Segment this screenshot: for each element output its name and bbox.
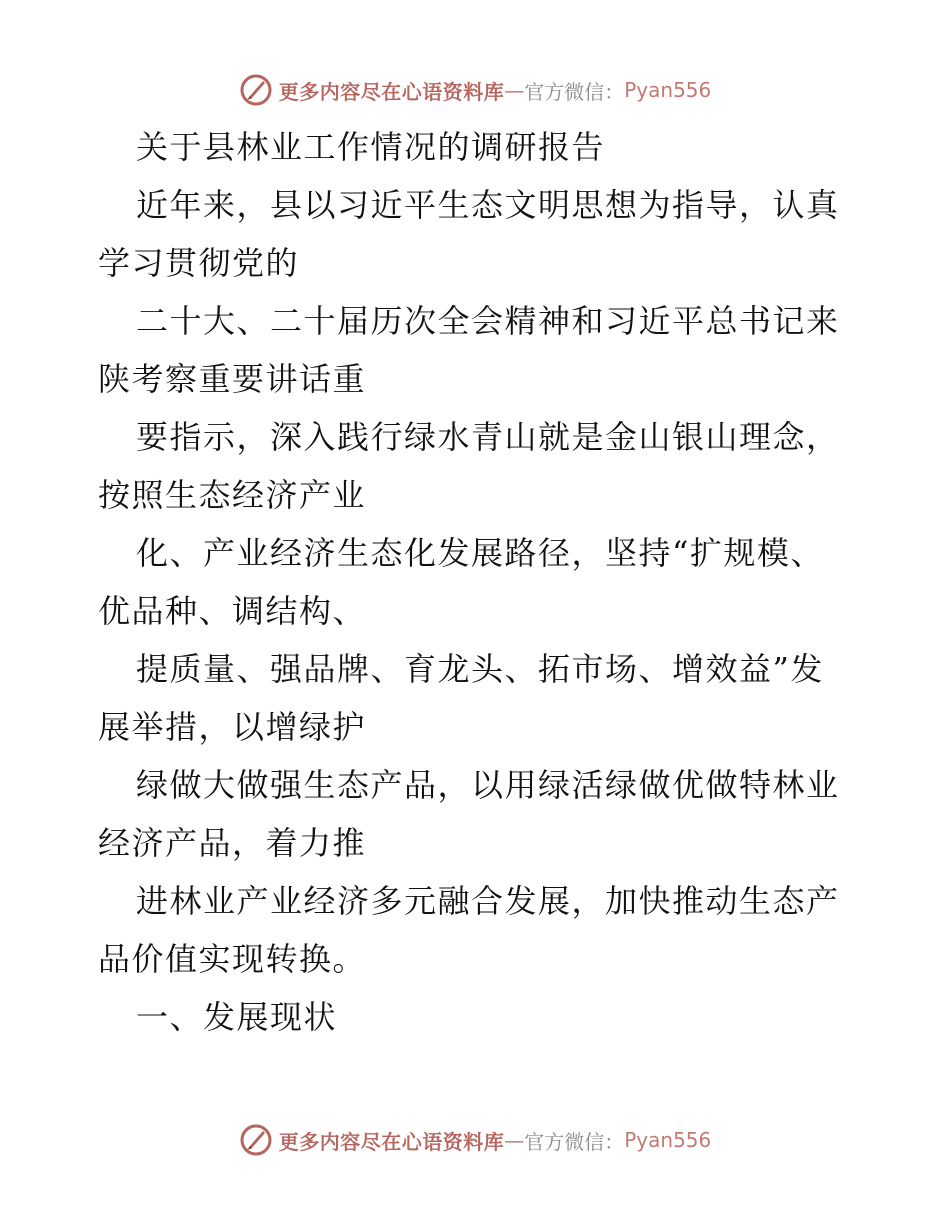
header-watermark [0, 70, 950, 110]
paragraph-line: 优品种、调结构、 [98, 592, 367, 630]
watermark-wechat-label: 官方微信： [524, 79, 625, 104]
paragraph-line: 要指示，深入践行绿水青山就是金山银山理念， [136, 418, 840, 456]
paragraph-line: 近年来，县以习近平生态文明思想为指导，认真 [136, 186, 840, 224]
document-body [98, 118, 858, 1046]
watermark-dash: — [504, 1128, 525, 1152]
quill-logo-icon [239, 73, 273, 107]
document-title: 关于县林业工作情况的调研报告 [136, 128, 606, 166]
paragraph-line: 绿做大做强生态产品，以用绿活绿做优做特林业 [136, 766, 840, 804]
quill-logo-icon [239, 1123, 273, 1157]
paragraph-line: 进林业产业经济多元融合发展，加快推动生态产 [136, 882, 840, 920]
watermark-text: 更多内容尽在心语资料库 [278, 79, 505, 104]
watermark-text: 更多内容尽在心语资料库 [278, 1129, 505, 1154]
section-heading: 一、发展现状 [136, 998, 338, 1036]
paragraph-line: 学习贯彻党的 [98, 244, 300, 282]
paragraph-line: 品价值实现转换。 [98, 940, 367, 978]
watermark-dash: — [504, 78, 525, 102]
paragraph-line: 陕考察重要讲话重 [98, 360, 367, 398]
paragraph-line: 二十大、二十届历次全会精神和习近平总书记来 [136, 302, 840, 340]
paragraph-line: 按照生态经济产业 [98, 476, 367, 514]
paragraph-line: 化、产业经济生态化发展路径，坚持“扩规模、 [136, 534, 824, 572]
paragraph-line: 经济产品，着力推 [98, 824, 367, 862]
watermark-wechat-label: 官方微信： [524, 1129, 625, 1154]
paragraph-line: 提质量、强品牌、育龙头、拓市场、增效益”发 [136, 650, 824, 688]
watermark-wechat-id: Pyan556 [624, 78, 712, 102]
paragraph-line: 展举措，以增绿护 [98, 708, 367, 746]
footer-watermark [0, 1120, 950, 1160]
watermark-wechat-id: Pyan556 [624, 1128, 712, 1152]
